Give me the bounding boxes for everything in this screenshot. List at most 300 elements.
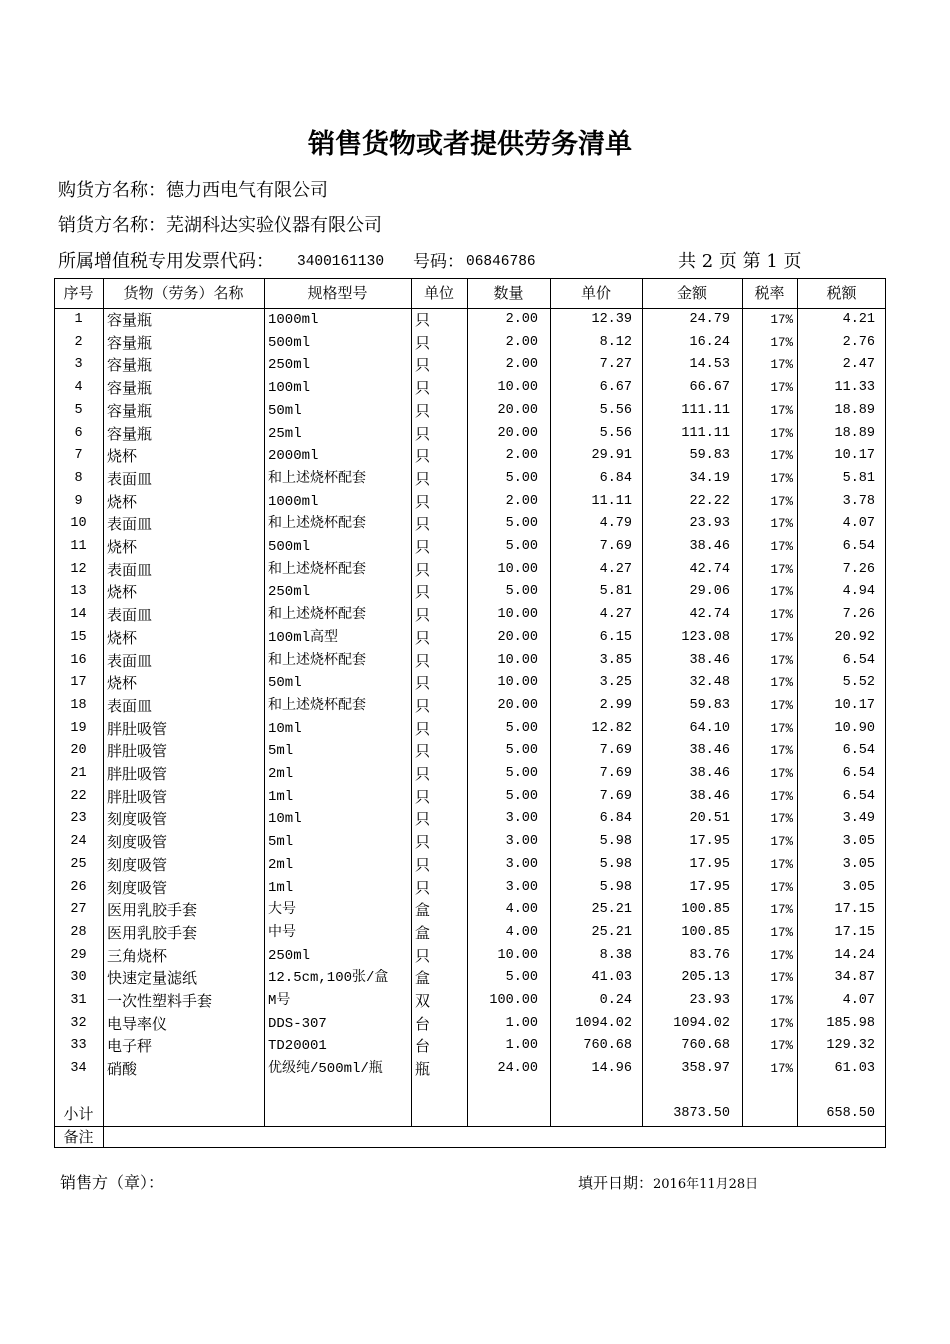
buyer-line (58, 179, 328, 203)
cell-no: 24 (70, 834, 87, 850)
cell-qty: 5.00 (505, 584, 538, 600)
cell-spec: 和上述烧杯配套 (268, 607, 366, 624)
cell-unit: 只 (415, 696, 431, 715)
table-row (0, 604, 950, 627)
cell-unit: 只 (415, 651, 431, 670)
cell-name: 表面皿 (107, 560, 153, 579)
cell-qty: 20.00 (497, 402, 538, 418)
cell-price: 7.69 (599, 539, 632, 554)
cell-unit: 盒 (415, 901, 431, 920)
cell-qty: 10.00 (497, 652, 538, 668)
table-row (0, 718, 950, 741)
cell-name: 容量瓶 (107, 379, 153, 398)
invoice-number-label: 号码： (413, 252, 464, 272)
cell-qty: 5.00 (505, 539, 538, 554)
cell-price: 25.21 (591, 924, 632, 940)
cell-tax: 2.76 (842, 334, 875, 350)
cell-name: 刻度吸管 (107, 878, 168, 897)
cell-no: 30 (70, 970, 87, 986)
remarks-row (0, 1127, 950, 1148)
cell-qty: 2.00 (505, 448, 538, 464)
cell-spec: 100ml (268, 380, 311, 397)
subtotal-label: 小计 (63, 1105, 94, 1123)
cell-spec: 250ml (268, 584, 311, 601)
cell-price: 8.38 (599, 947, 632, 963)
invoice-line (0, 250, 950, 274)
cell-name: 电子秤 (107, 1037, 153, 1056)
cell-rate: 17% (770, 994, 793, 1008)
buyer-name: 德力西电气有限公司 (166, 180, 328, 201)
seller-seal-label: 销售方（章）： (60, 1173, 165, 1192)
cell-name: 表面皿 (107, 651, 153, 670)
cell-spec: 和上述烧杯配套 (268, 470, 366, 487)
cell-no: 21 (70, 766, 87, 781)
cell-rate: 17% (770, 676, 793, 691)
cell-price: 29.91 (591, 448, 632, 464)
cell-amount: 17.95 (689, 834, 730, 850)
cell-spec: 和上述烧杯配套 (268, 697, 366, 714)
cell-rate: 17% (770, 449, 793, 464)
cell-spec: 500ml (268, 539, 311, 555)
cell-amount: 38.46 (689, 766, 730, 781)
cell-amount: 38.46 (689, 539, 730, 554)
table-row (0, 1035, 950, 1058)
cell-amount: 205.13 (681, 970, 730, 986)
cell-no: 17 (70, 675, 87, 691)
seller-name: 芜湖科达实验仪器有限公司 (166, 215, 382, 236)
table-row (0, 695, 950, 718)
table-row (0, 763, 950, 786)
cell-name: 三角烧杯 (107, 946, 168, 965)
cell-unit: 只 (415, 787, 431, 806)
cell-unit: 台 (415, 1014, 431, 1033)
cell-spec: M号 (268, 993, 291, 1009)
table-row (0, 377, 950, 400)
cell-unit: 只 (415, 674, 431, 693)
cell-tax: 129.32 (826, 1038, 875, 1054)
cell-tax: 14.24 (834, 947, 875, 963)
table-row (0, 922, 950, 945)
cell-rate: 17% (770, 630, 793, 645)
cell-unit: 只 (415, 719, 431, 738)
cell-amount: 24.79 (689, 312, 730, 327)
cell-unit: 只 (415, 356, 431, 375)
cell-tax: 6.54 (842, 788, 875, 804)
cell-tax: 18.89 (834, 402, 875, 418)
cell-price: 3.25 (599, 675, 632, 691)
cell-unit: 只 (415, 492, 431, 511)
cell-name: 刻度吸管 (107, 855, 168, 874)
cell-no: 20 (70, 743, 87, 759)
cell-tax: 10.17 (834, 697, 875, 713)
cell-price: 6.84 (599, 811, 632, 827)
cell-rate: 17% (770, 540, 793, 554)
table-row (0, 627, 950, 650)
cell-unit: 只 (415, 628, 431, 647)
cell-rate: 17% (770, 948, 793, 963)
cell-qty: 5.00 (505, 766, 538, 781)
cell-price: 0.24 (599, 993, 632, 1008)
header-rate: 税率 (754, 284, 785, 302)
cell-amount: 100.85 (681, 902, 730, 918)
table-row (0, 491, 950, 514)
cell-qty: 5.00 (505, 720, 538, 736)
subtotal-row (0, 1102, 950, 1126)
cell-spec: 2ml (268, 766, 294, 782)
cell-no: 3 (74, 357, 83, 373)
header-unit: 单位 (423, 284, 454, 302)
cell-amount: 38.46 (689, 652, 730, 668)
table-row (0, 354, 950, 377)
table-row (0, 650, 950, 673)
cell-qty: 100.00 (489, 993, 538, 1008)
cell-tax: 7.26 (842, 561, 875, 577)
cell-qty: 5.00 (505, 788, 538, 804)
cell-price: 2.99 (599, 697, 632, 713)
cell-unit: 只 (415, 424, 431, 443)
seller-label: 销货方名称： (58, 215, 166, 236)
cell-tax: 2.47 (842, 357, 875, 373)
cell-unit: 只 (415, 311, 431, 329)
cell-tax: 6.54 (842, 652, 875, 668)
cell-spec: 500ml (268, 334, 311, 351)
cell-spec: 大号 (268, 902, 296, 919)
cell-amount: 59.83 (689, 697, 730, 713)
cell-unit: 台 (415, 1037, 431, 1056)
cell-price: 11.11 (591, 493, 632, 509)
cell-name: 胖肚吸管 (107, 742, 168, 761)
cell-name: 胖肚吸管 (107, 719, 168, 738)
cell-qty: 1.00 (505, 1015, 538, 1031)
cell-name: 胖肚吸管 (107, 787, 168, 806)
cell-amount: 32.48 (689, 675, 730, 691)
cell-amount: 14.53 (689, 357, 730, 373)
cell-tax: 3.49 (842, 811, 875, 827)
cell-rate: 17% (770, 494, 793, 509)
cell-tax: 18.89 (834, 425, 875, 441)
issue-date-value: 2016年11月28日 (653, 1177, 759, 1192)
cell-price: 14.96 (591, 1061, 632, 1077)
cell-tax: 185.98 (826, 1015, 875, 1031)
cell-amount: 100.85 (681, 924, 730, 940)
cell-rate: 17% (770, 1039, 793, 1054)
cell-no: 6 (74, 425, 83, 441)
cell-qty: 2.00 (505, 312, 538, 327)
cell-name: 烧杯 (107, 447, 138, 466)
cell-name: 表面皿 (107, 606, 153, 625)
cell-price: 5.98 (599, 879, 632, 895)
cell-tax: 34.87 (834, 970, 875, 986)
cell-amount: 17.95 (689, 879, 730, 895)
cell-unit: 瓶 (415, 1060, 431, 1079)
cell-amount: 38.46 (689, 743, 730, 759)
cell-rate: 17% (770, 767, 793, 781)
cell-unit: 双 (415, 992, 431, 1010)
header-amount: 金额 (676, 284, 707, 302)
cell-spec: 和上述烧杯配套 (268, 516, 366, 533)
table-header (0, 279, 950, 308)
cell-qty: 3.00 (505, 879, 538, 895)
cell-spec: 5ml (268, 743, 294, 760)
cell-amount: 34.19 (689, 470, 730, 486)
cell-rate: 17% (770, 835, 793, 850)
cell-rate: 17% (770, 925, 793, 940)
cell-qty: 5.00 (505, 470, 538, 486)
cell-tax: 5.81 (842, 470, 875, 486)
cell-unit: 只 (415, 401, 431, 420)
cell-price: 41.03 (591, 970, 632, 986)
cell-rate: 17% (770, 517, 793, 532)
cell-name: 表面皿 (107, 515, 153, 534)
cell-tax: 3.05 (842, 856, 875, 872)
cell-price: 4.27 (599, 561, 632, 577)
cell-tax: 10.17 (834, 448, 875, 464)
cell-no: 28 (70, 924, 87, 940)
cell-spec: DDS-307 (268, 1015, 327, 1032)
cell-no: 4 (74, 380, 83, 396)
cell-price: 12.39 (591, 312, 632, 327)
cell-no: 8 (74, 470, 83, 486)
table-row (0, 468, 950, 491)
cell-no: 5 (74, 402, 83, 418)
cell-amount: 111.11 (681, 425, 730, 441)
cell-name: 表面皿 (107, 469, 153, 488)
cell-no: 25 (70, 856, 87, 872)
cell-no: 31 (70, 993, 87, 1008)
cell-amount: 760.68 (681, 1038, 730, 1054)
cell-qty: 10.00 (497, 675, 538, 691)
cell-price: 3.85 (599, 652, 632, 668)
cell-rate: 17% (770, 381, 793, 396)
cell-tax: 5.52 (842, 675, 875, 691)
cell-price: 7.69 (599, 743, 632, 759)
cell-price: 6.67 (599, 380, 632, 396)
cell-no: 26 (70, 879, 87, 895)
cell-amount: 83.76 (689, 947, 730, 963)
cell-qty: 10.00 (497, 380, 538, 396)
issue-date (578, 1172, 758, 1194)
cell-unit: 只 (415, 560, 431, 579)
cell-qty: 10.00 (497, 561, 538, 577)
cell-unit: 盒 (415, 923, 431, 942)
cell-spec: 250ml (268, 947, 311, 964)
header-price: 单价 (580, 284, 611, 302)
table-row (0, 536, 950, 559)
cell-tax: 17.15 (834, 902, 875, 918)
cell-tax: 4.07 (842, 516, 875, 532)
cell-qty: 20.00 (497, 697, 538, 713)
table-row (0, 990, 950, 1013)
cell-unit: 只 (415, 810, 431, 829)
cell-tax: 7.26 (842, 607, 875, 623)
cell-amount: 66.67 (689, 380, 730, 396)
table-row (0, 967, 950, 990)
cell-tax: 3.78 (842, 493, 875, 509)
cell-unit: 只 (415, 447, 431, 466)
invoice-code-label: 所属增值税专用发票代码： (58, 251, 274, 272)
cell-price: 6.15 (599, 629, 632, 645)
cell-name: 烧杯 (107, 492, 138, 511)
cell-price: 7.69 (599, 766, 632, 781)
table-row (0, 559, 950, 582)
cell-amount: 23.93 (689, 516, 730, 532)
cell-price: 5.98 (599, 856, 632, 872)
cell-spec: 2000ml (268, 448, 319, 465)
cell-price: 4.79 (599, 516, 632, 532)
cell-rate: 17% (770, 1016, 793, 1031)
cell-unit: 只 (415, 469, 431, 488)
cell-amount: 42.74 (689, 607, 730, 623)
cell-tax: 17.15 (834, 924, 875, 940)
cell-amount: 111.11 (681, 402, 730, 418)
cell-name: 烧杯 (107, 583, 138, 602)
cell-qty: 5.00 (505, 743, 538, 759)
table-row (0, 423, 950, 446)
cell-qty: 3.00 (505, 856, 538, 872)
header-qty: 数量 (493, 284, 524, 302)
subtotal-amount: 3873.50 (673, 1106, 730, 1121)
cell-rate: 17% (770, 812, 793, 827)
cell-no: 12 (70, 561, 87, 577)
cell-name: 烧杯 (107, 674, 138, 693)
cell-no: 14 (70, 607, 87, 623)
cell-spec: 250ml (268, 357, 311, 374)
cell-price: 4.27 (599, 607, 632, 623)
cell-name: 一次性塑料手套 (107, 992, 213, 1010)
cell-spec: 50ml (268, 675, 302, 692)
subtotal-tax: 658.50 (826, 1106, 875, 1121)
cell-tax: 3.05 (842, 834, 875, 850)
cell-price: 6.84 (599, 470, 632, 486)
cell-rate: 17% (770, 857, 793, 872)
cell-price: 8.12 (599, 334, 632, 350)
cell-price: 1094.02 (575, 1015, 632, 1031)
cell-unit: 只 (415, 878, 431, 897)
cell-name: 刻度吸管 (107, 833, 168, 852)
cell-no: 32 (70, 1015, 87, 1031)
cell-spec: 50ml (268, 402, 302, 419)
cell-tax: 11.33 (834, 380, 875, 396)
cell-rate: 17% (770, 358, 793, 373)
cell-tax: 10.90 (834, 720, 875, 736)
cell-amount: 42.74 (689, 561, 730, 577)
cell-tax: 4.07 (842, 993, 875, 1008)
cell-amount: 1094.02 (673, 1015, 730, 1031)
table-row (0, 854, 950, 877)
issue-date-label: 填开日期： (578, 1174, 654, 1192)
cell-price: 760.68 (583, 1038, 632, 1054)
cell-unit: 只 (415, 946, 431, 965)
cell-qty: 24.00 (497, 1061, 538, 1077)
cell-unit: 只 (415, 583, 431, 602)
cell-rate: 17% (770, 653, 793, 668)
cell-rate: 17% (770, 426, 793, 441)
cell-no: 18 (70, 697, 87, 713)
cell-name: 电导率仪 (107, 1014, 168, 1033)
cell-rate: 17% (770, 562, 793, 577)
cell-spec: 5ml (268, 834, 294, 851)
cell-unit: 只 (415, 833, 431, 852)
cell-tax: 4.94 (842, 584, 875, 600)
cell-name: 快速定量滤纸 (107, 969, 198, 988)
buyer-label: 购货方名称： (58, 180, 166, 201)
cell-spec: 10ml (268, 811, 302, 828)
cell-amount: 358.97 (681, 1061, 730, 1077)
cell-name: 医用乳胶手套 (107, 901, 198, 920)
cell-qty: 2.00 (505, 493, 538, 509)
cell-name: 胖肚吸管 (107, 765, 168, 783)
cell-no: 33 (70, 1038, 87, 1054)
cell-name: 刻度吸管 (107, 810, 168, 829)
cell-name: 容量瓶 (107, 333, 153, 352)
invoice-number: 06846786 (466, 254, 536, 270)
cell-tax: 6.54 (842, 743, 875, 759)
table-row (0, 332, 950, 355)
page-indicator: 共 2 页 第 1 页 (678, 251, 802, 272)
cell-price: 5.81 (599, 584, 632, 600)
cell-no: 19 (70, 720, 87, 736)
cell-no: 16 (70, 652, 87, 668)
cell-price: 12.82 (591, 720, 632, 736)
cell-rate: 17% (770, 471, 793, 486)
cell-no: 7 (74, 448, 83, 464)
cell-qty: 1.00 (505, 1038, 538, 1054)
cell-name: 医用乳胶手套 (107, 923, 198, 942)
cell-qty: 4.00 (505, 902, 538, 918)
cell-amount: 123.08 (681, 629, 730, 645)
table-row (0, 672, 950, 695)
cell-spec: 10ml (268, 720, 302, 737)
cell-no: 23 (70, 811, 87, 827)
cell-spec: 中号 (268, 924, 296, 941)
cell-no: 11 (70, 539, 87, 554)
cell-no: 1 (74, 312, 83, 327)
cell-amount: 17.95 (689, 856, 730, 872)
cell-spec: 12.5cm,100张/盒 (268, 970, 389, 987)
cell-name: 表面皿 (107, 696, 153, 715)
cell-rate: 17% (770, 403, 793, 418)
cell-no: 13 (70, 584, 87, 600)
cell-name: 硝酸 (107, 1060, 138, 1079)
cell-spec: 1ml (268, 879, 294, 896)
header-spec: 规格型号 (307, 284, 368, 302)
cell-unit: 盒 (415, 969, 431, 988)
cell-unit: 只 (415, 333, 431, 352)
cell-tax: 20.92 (834, 629, 875, 645)
table-row (0, 945, 950, 968)
cell-qty: 20.00 (497, 629, 538, 645)
cell-no: 9 (74, 493, 83, 509)
cell-amount: 64.10 (689, 720, 730, 736)
cell-name: 烧杯 (107, 628, 138, 647)
header-tax: 税额 (826, 284, 857, 302)
cell-spec: 1000ml (268, 312, 319, 328)
page-title: 销售货物或者提供劳务清单 (308, 129, 632, 160)
cell-rate: 17% (770, 585, 793, 600)
cell-tax: 4.21 (842, 312, 875, 327)
header-no: 序号 (63, 284, 94, 302)
table-row (0, 513, 950, 536)
cell-rate: 17% (770, 1062, 793, 1077)
cell-amount: 29.06 (689, 584, 730, 600)
cell-qty: 5.00 (505, 970, 538, 986)
cell-tax: 6.54 (842, 539, 875, 554)
cell-name: 容量瓶 (107, 424, 153, 443)
cell-unit: 只 (415, 606, 431, 625)
cell-rate: 17% (770, 335, 793, 350)
table-row (0, 1058, 950, 1081)
cell-rate: 17% (770, 971, 793, 986)
